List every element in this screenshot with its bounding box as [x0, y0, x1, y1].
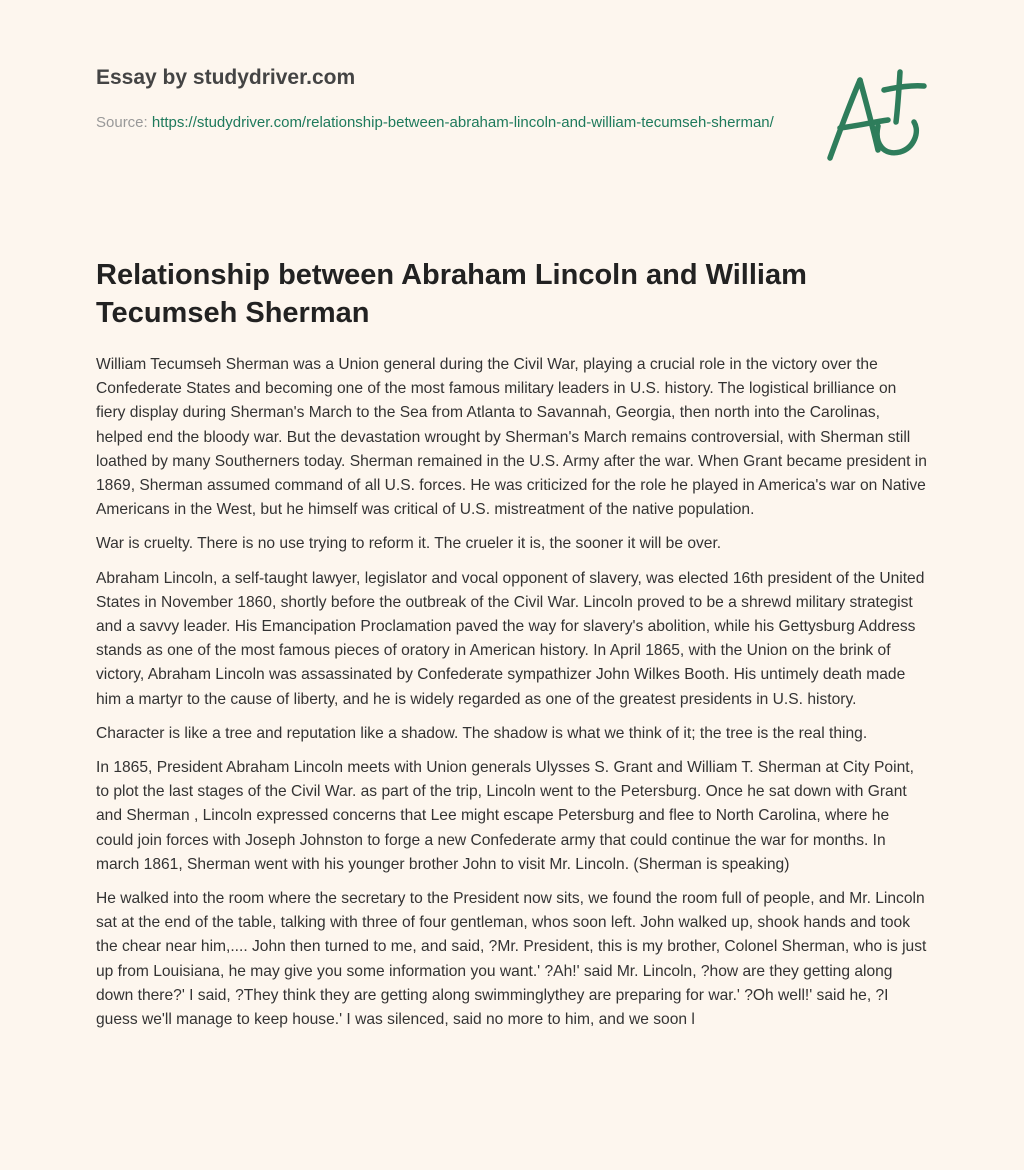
- paragraph: Abraham Lincoln, a self-taught lawyer, legislator and vocal opponent of slavery, was elected 16th president of the United States in November 1860, shortly before the outbreak of the Civil War. Lincoln proved to be a shrewd military strategist and a savvy leader. His Emancipation Proclamation paved the way for slavery's abolition, while his Gettysburg Address stands as one of the most famous pieces of oratory in American history. In April 1865, with the Union on the brink of victory, Abraham Lincoln was assassinated by Confederate sympathizer John Wilkes Booth. His untimely death made him a martyr to the cause of liberty, and he is widely regarded as one of the greatest presidents in U.S. history.: [96, 569, 925, 708]
- brand-title: Essay by studydriver.com: [96, 66, 356, 89]
- source-label: Source:: [96, 114, 152, 131]
- source-link[interactable]: https://studydriver.com/relationship-between-abraham-lincoln-and-william-tecumseh-sherman/: [151, 114, 774, 131]
- paragraph: War is cruelty. There is no use trying to reform it. The crueler it is, the sooner it will be over.: [96, 535, 722, 553]
- a-plus-logo-icon: [822, 66, 932, 166]
- paragraph: In 1865, President Abraham Lincoln meets with Union generals Ulysses S. Grant and William T. Sherman at City Point, to plot the last stages of the Civil War. as part of the trip, Lincoln went to the Petersburg. Once he sat down with Grant and Sherman , Lincoln expressed concerns that Lee might escape Petersburg and flee to North Carolina, where he could join forces with Joseph Johnston to forge a new Confederate army that could continue the war for months. In march 1861, Sherman went with his younger brother John to visit Mr. Lincoln. (Sherman is speaking): [96, 759, 914, 873]
- paragraph: Character is like a tree and reputation like a shadow. The shadow is what we think of it; the tree is the real thing.: [96, 724, 868, 742]
- source-line: [96, 112, 796, 134]
- paragraph: William Tecumseh Sherman was a Union general during the Civil War, playing a crucial role in the victory over the Confederate States and becoming one of the most famous military leaders in U.S. history. The logistical brilliance on fiery display during Sherman's March to the Sea from Atlanta to Savannah, Georgia, then north into the Carolinas, helped end the bloody war. But the devastation wrought by Sherman's March remains controversial, with Sherman still loathed by many Southerners today. Sherman remained in the U.S. Army after the war. When Grant became president in 1869, Sherman assumed command of all U.S. forces. He was criticized for the role he played in America's war on Native Americans in the West, but he himself was critical of U.S. mistreatment of the native population.: [96, 356, 927, 519]
- a-plus-logo: [822, 66, 932, 166]
- paragraph: He walked into the room where the secretary to the President now sits, we found the room full of people, and Mr. Lincoln sat at the end of the table, talking with three of four gentleman, whos soon left. John walked up, shook hands and took the chear near him,.... John then turned to me, and said, ?Mr. President, this is my brother, Colonel Sherman, who is just up from Louisiana, he may give you some information you want.' ?Ah!' said Mr. Lincoln, ?how are they getting along down there?' I said, ?They think they are getting along swimminglythey are preparing for war.' ?Oh well!' said he, ?I guess we'll manage to keep house.' I was silenced, said no more to him, and we soon l: [96, 890, 927, 1029]
- article-title: Relationship between Abraham Lincoln and William Tecumseh Sherman: [96, 259, 807, 329]
- article-body: [96, 353, 930, 1042]
- page-header: [96, 64, 796, 134]
